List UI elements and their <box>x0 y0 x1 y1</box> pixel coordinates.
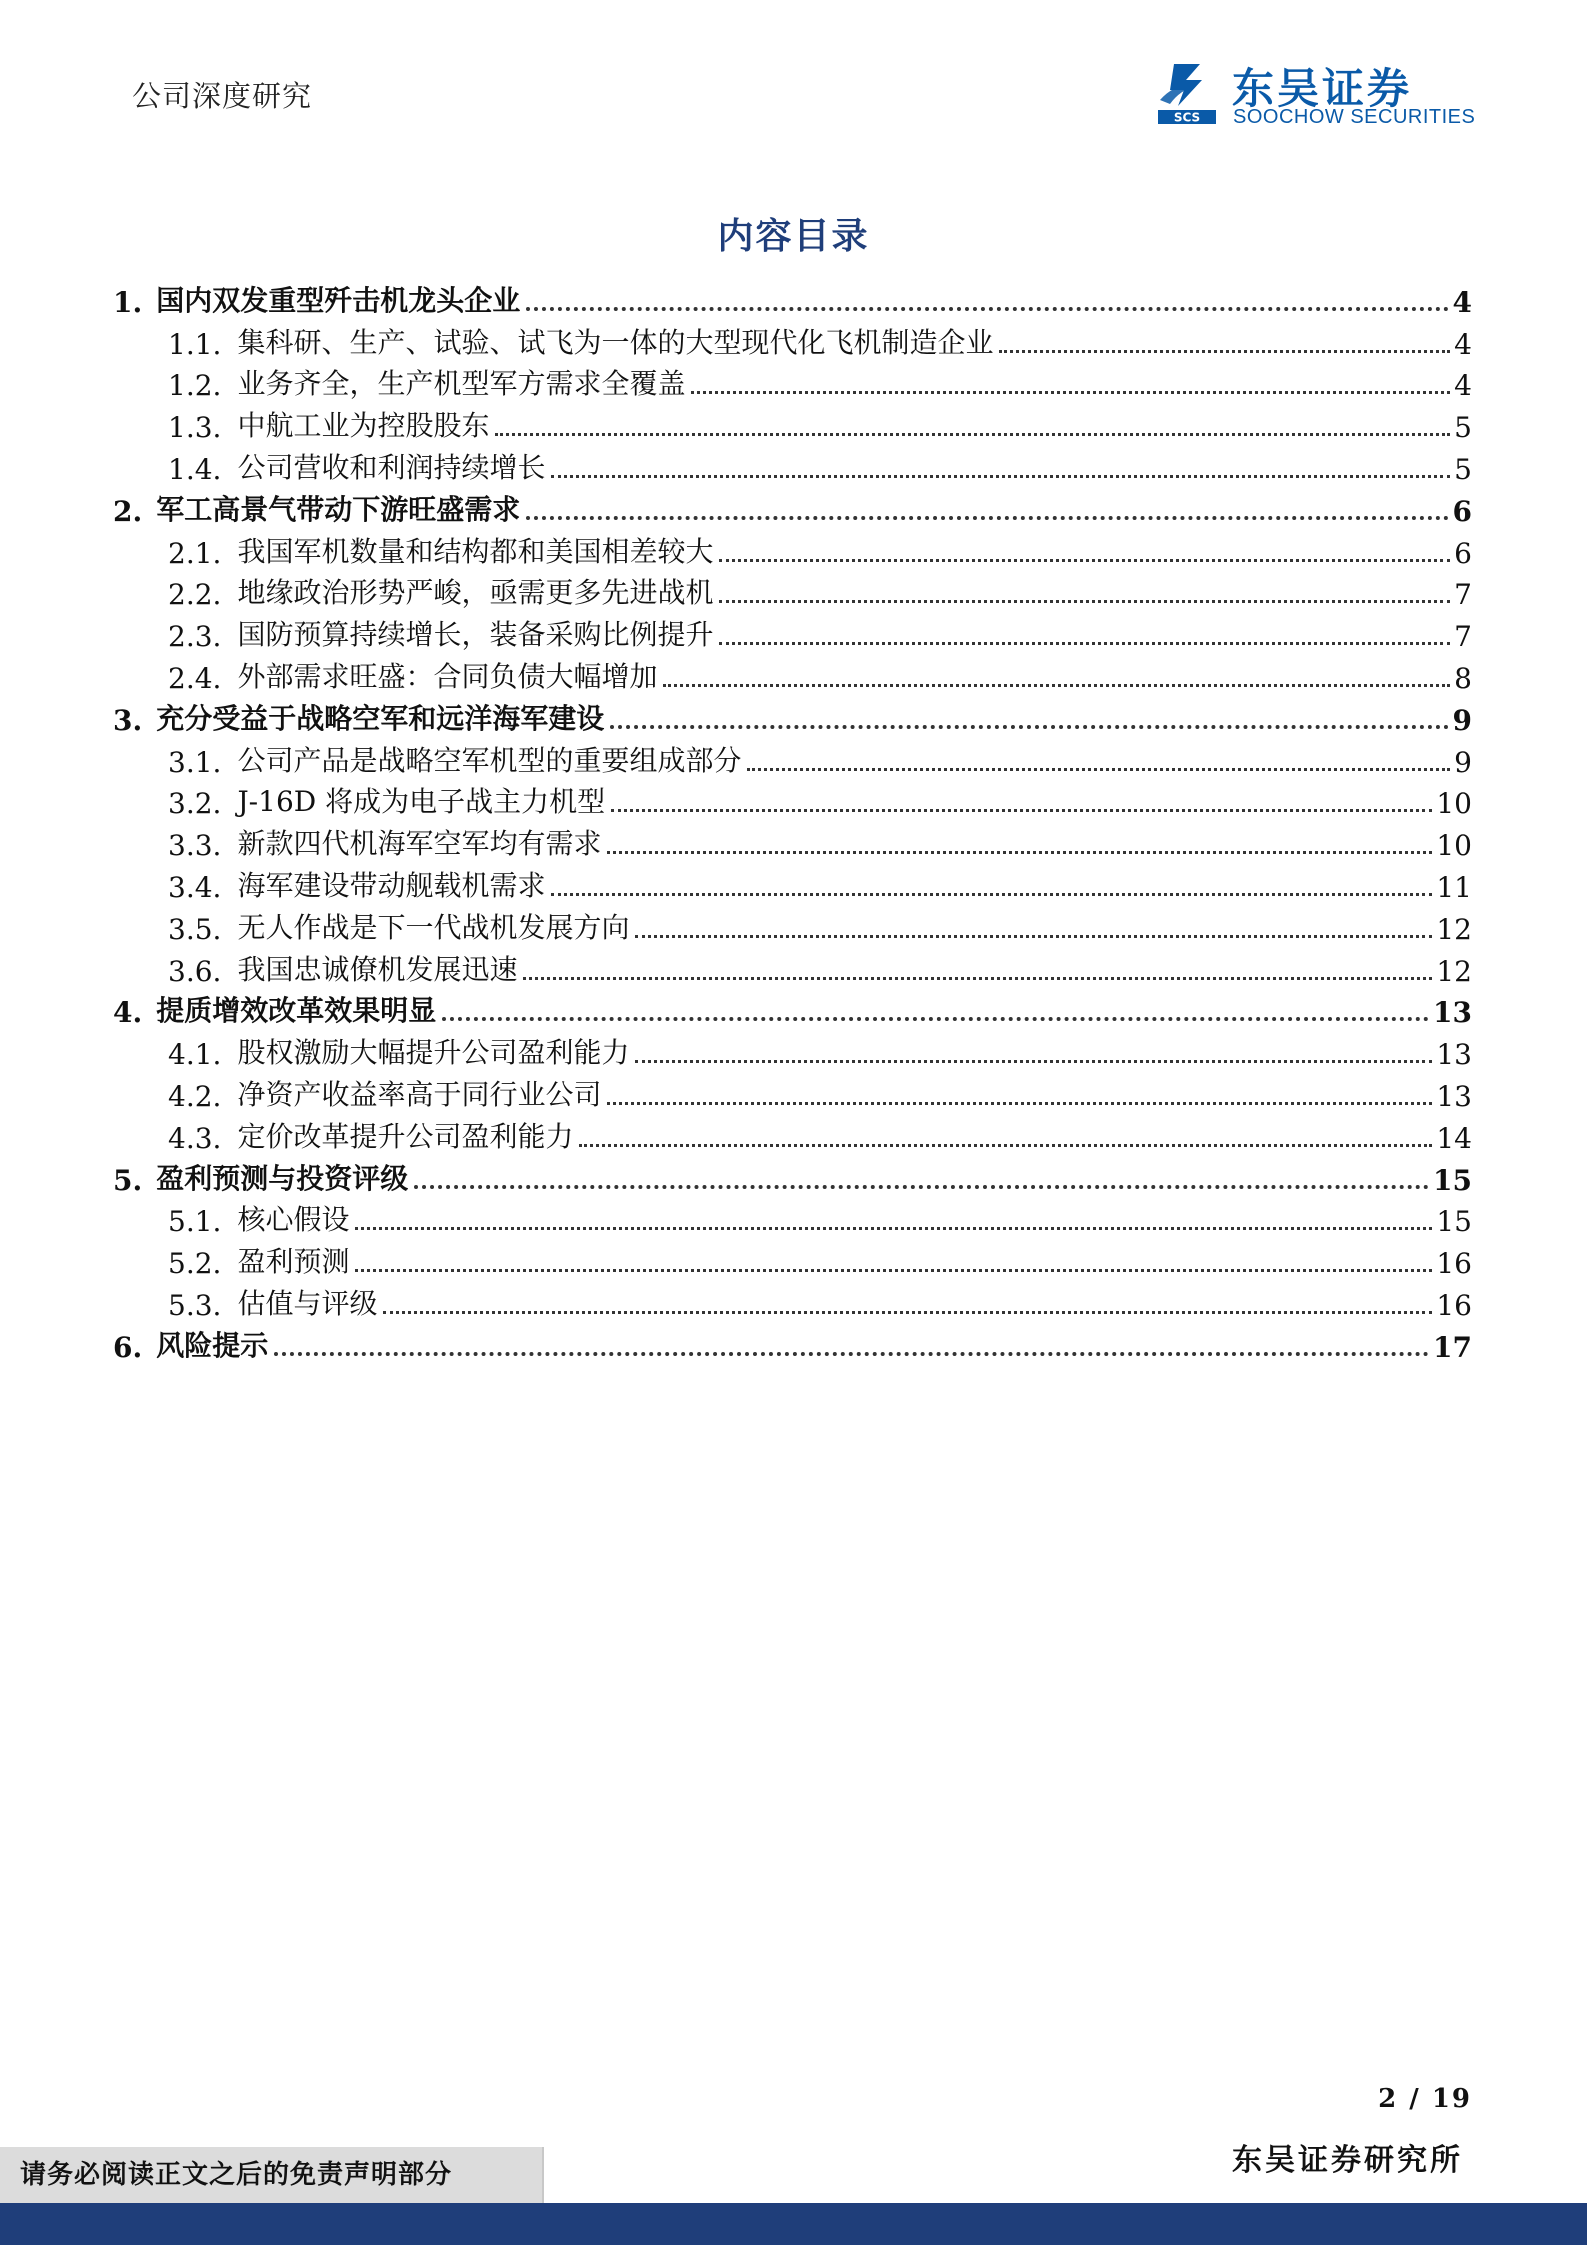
toc-entry-number: 2.4. <box>168 661 222 695</box>
toc-entry-title: 定价改革提升公司盈利能力 <box>237 1119 574 1153</box>
logo-name-en: SOOCHOW SECURITIES <box>1233 106 1476 128</box>
toc-entry[interactable] <box>113 946 1472 988</box>
toc-dot-leader <box>523 977 1432 980</box>
toc-entry[interactable] <box>113 695 1472 737</box>
toc-dot-leader <box>999 350 1450 353</box>
toc-entry[interactable] <box>113 528 1472 570</box>
toc-entry-page: 10 <box>1436 829 1472 863</box>
toc-entry-number: 4.3. <box>168 1121 222 1155</box>
toc-entry-number: 2.3. <box>168 620 222 654</box>
toc-dot-leader <box>442 1017 1429 1021</box>
toc-dot-leader <box>274 1352 1429 1356</box>
toc-entry-number: 1.1. <box>168 327 222 361</box>
toc-entry-page: 5 <box>1454 452 1472 486</box>
footer-bar <box>0 2203 1587 2245</box>
toc-entry-title: 盈利预测与投资评级 <box>156 1161 409 1195</box>
logo-mark-icon <box>1156 60 1218 126</box>
toc-entry[interactable] <box>113 653 1472 695</box>
toc-entry-page: 16 <box>1436 1247 1472 1281</box>
toc-entry-number: 3.3. <box>168 829 222 863</box>
toc-entry[interactable] <box>113 862 1472 904</box>
toc-entry-page: 14 <box>1436 1121 1472 1155</box>
toc-entry-number: 2. <box>113 494 143 528</box>
toc-dot-leader <box>551 475 1450 478</box>
toc-entry-title: 股权激励大幅提升公司盈利能力 <box>237 1036 630 1070</box>
toc-entry-title: 无人作战是下一代战机发展方向 <box>237 910 630 944</box>
toc-entry[interactable] <box>113 779 1472 821</box>
toc-entry-title: 集科研、生产、试验、试飞为一体的大型现代化飞机制造企业 <box>237 325 994 359</box>
toc-entry-number: 3.1. <box>168 745 222 779</box>
toc-entry-page: 4 <box>1454 369 1472 403</box>
toc-entry-number: 1.2. <box>168 369 222 403</box>
toc-dot-leader <box>526 307 1448 311</box>
page-number: 2 / 19 <box>1378 2084 1472 2114</box>
toc-dot-leader <box>719 559 1450 562</box>
toc-entry-number: 1.4. <box>168 452 222 486</box>
toc-title: 内容目录 <box>717 215 870 257</box>
toc-entry[interactable] <box>113 402 1472 444</box>
toc-entry-title: 提质增效改革效果明显 <box>156 994 437 1028</box>
logo-name-cn: 东吴证券 <box>1232 64 1413 113</box>
toc-entry-title: 盈利预测 <box>237 1245 350 1279</box>
toc-entry-title: 中航工业为控股股东 <box>237 409 490 443</box>
toc-dot-leader <box>383 1311 1432 1314</box>
toc-dot-leader <box>611 809 1432 812</box>
toc-entry-title: 海军建设带动舰载机需求 <box>237 868 546 902</box>
toc-entry-title: 新款四代机海军空军均有需求 <box>237 827 602 861</box>
toc-entry-number: 5.3. <box>168 1288 222 1322</box>
toc-entry[interactable] <box>113 1113 1472 1155</box>
toc-entry[interactable] <box>113 1155 1472 1197</box>
toc-entry-number: 1. <box>113 285 143 319</box>
toc-entry-title: 估值与评级 <box>237 1286 378 1320</box>
toc-dot-leader <box>526 516 1448 520</box>
toc-dot-leader <box>719 600 1450 603</box>
toc-entry-number: 3.5. <box>168 912 222 946</box>
toc-entry-title: 国防预算持续增长，装备采购比例提升 <box>237 618 714 652</box>
toc-entry-number: 5.2. <box>168 1247 222 1281</box>
toc-entry[interactable] <box>113 1322 1472 1364</box>
toc-dot-leader <box>355 1227 1432 1230</box>
toc-dot-leader <box>635 1060 1432 1063</box>
toc-entry-number: 4.2. <box>168 1079 222 1113</box>
toc-entry-number: 4.1. <box>168 1038 222 1072</box>
toc-entry-page: 13 <box>1433 996 1472 1030</box>
toc-entry-title: 公司产品是战略空军机型的重要组成部分 <box>237 743 742 777</box>
toc-dot-leader <box>635 935 1432 938</box>
toc-dot-leader <box>719 642 1450 645</box>
toc-entry[interactable] <box>113 1238 1472 1280</box>
toc-entry-title: 国内双发重型歼击机龙头企业 <box>156 283 521 317</box>
toc-entry-page: 8 <box>1454 661 1472 695</box>
toc-entry-page: 12 <box>1436 954 1472 988</box>
toc-dot-leader <box>579 1144 1432 1147</box>
footer-brand: 东吴证券研究所 <box>1232 2143 1463 2178</box>
toc-entry-title: 我国军机数量和结构都和美国相差较大 <box>237 534 714 568</box>
toc-entry-title: 公司营收和利润持续增长 <box>237 450 546 484</box>
toc-dot-leader <box>355 1269 1432 1272</box>
toc-entry-page: 9 <box>1452 703 1472 737</box>
toc-entry-number: 1.3. <box>168 411 222 445</box>
toc-entry[interactable] <box>113 444 1472 486</box>
toc-entry-page: 12 <box>1436 912 1472 946</box>
toc-entry[interactable] <box>113 904 1472 946</box>
toc-entry-number: 2.2. <box>168 578 222 612</box>
toc-dot-leader <box>607 851 1432 854</box>
toc-entry[interactable] <box>113 1197 1472 1239</box>
toc-entry[interactable] <box>113 486 1472 528</box>
toc-entry-number: 3.2. <box>168 787 222 821</box>
toc-dot-leader <box>495 433 1450 436</box>
toc-entry-page: 4 <box>1454 327 1472 361</box>
toc-entry-page: 6 <box>1454 536 1472 570</box>
toc-entry-page: 7 <box>1454 578 1472 612</box>
toc-entry-page: 13 <box>1436 1038 1472 1072</box>
toc-entry-page: 11 <box>1436 870 1472 904</box>
company-logo <box>1156 58 1476 130</box>
toc-entry[interactable] <box>113 737 1472 779</box>
toc-entry-title: 业务齐全，生产机型军方需求全覆盖 <box>237 367 686 401</box>
toc-entry-page: 13 <box>1436 1079 1472 1113</box>
toc-entry-page: 5 <box>1454 411 1472 445</box>
toc-entry-number: 3.4. <box>168 870 222 904</box>
toc-dot-leader <box>551 893 1432 896</box>
toc-entry-number: 5.1. <box>168 1205 222 1239</box>
toc-entry-number: 2.1. <box>168 536 222 570</box>
toc-entry[interactable] <box>113 361 1472 403</box>
toc-entry-number: 3. <box>113 703 143 737</box>
toc-entry-title: 充分受益于战略空军和远洋海军建设 <box>156 701 605 735</box>
footer-disclaimer: 请务必阅读正文之后的免责声明部分 <box>0 2147 544 2203</box>
toc-entry-title: 净资产收益率高于同行业公司 <box>237 1077 602 1111</box>
toc-entry-title: 军工高景气带动下游旺盛需求 <box>156 492 521 526</box>
toc-entry[interactable] <box>113 319 1472 361</box>
toc-entry-title: 外部需求旺盛：合同负债大幅增加 <box>237 659 658 693</box>
toc-dot-leader <box>610 725 1448 729</box>
toc-entry-page: 6 <box>1452 494 1472 528</box>
toc-dot-leader <box>747 768 1450 771</box>
toc-entry[interactable] <box>113 277 1472 319</box>
toc-entry[interactable] <box>113 1029 1472 1071</box>
toc-entry-page: 17 <box>1433 1330 1472 1364</box>
toc-dot-leader <box>663 684 1450 687</box>
header-label: 公司深度研究 <box>132 79 313 113</box>
toc-entry-page: 10 <box>1436 787 1472 821</box>
toc-entry-title: 核心假设 <box>237 1203 350 1237</box>
toc-entry[interactable] <box>113 820 1472 862</box>
table-of-contents <box>113 277 1472 1364</box>
toc-dot-leader <box>414 1185 1429 1189</box>
toc-entry-page: 16 <box>1436 1288 1472 1322</box>
toc-entry[interactable] <box>113 988 1472 1030</box>
toc-entry[interactable] <box>113 611 1472 653</box>
toc-entry-number: 5. <box>113 1163 143 1197</box>
toc-entry-page: 15 <box>1436 1205 1472 1239</box>
toc-entry[interactable] <box>113 1071 1472 1113</box>
toc-entry-number: 4. <box>113 996 143 1030</box>
toc-dot-leader <box>607 1102 1432 1105</box>
logo-mark-text: SCS <box>1173 110 1201 125</box>
toc-entry-page: 4 <box>1452 285 1472 319</box>
toc-entry[interactable] <box>113 1280 1472 1322</box>
toc-entry[interactable] <box>113 570 1472 612</box>
toc-entry-title: J-16D 将成为电子战主力机型 <box>237 785 606 819</box>
toc-entry-title: 地缘政治形势严峻，亟需更多先进战机 <box>237 576 714 610</box>
toc-entry-title: 我国忠诚僚机发展迅速 <box>237 952 518 986</box>
toc-dot-leader <box>691 391 1450 394</box>
toc-entry-title: 风险提示 <box>156 1328 269 1362</box>
toc-entry-page: 9 <box>1454 745 1472 779</box>
toc-entry-number: 6. <box>113 1330 143 1364</box>
toc-entry-page: 7 <box>1454 620 1472 654</box>
toc-entry-number: 3.6. <box>168 954 222 988</box>
toc-entry-page: 15 <box>1433 1163 1472 1197</box>
